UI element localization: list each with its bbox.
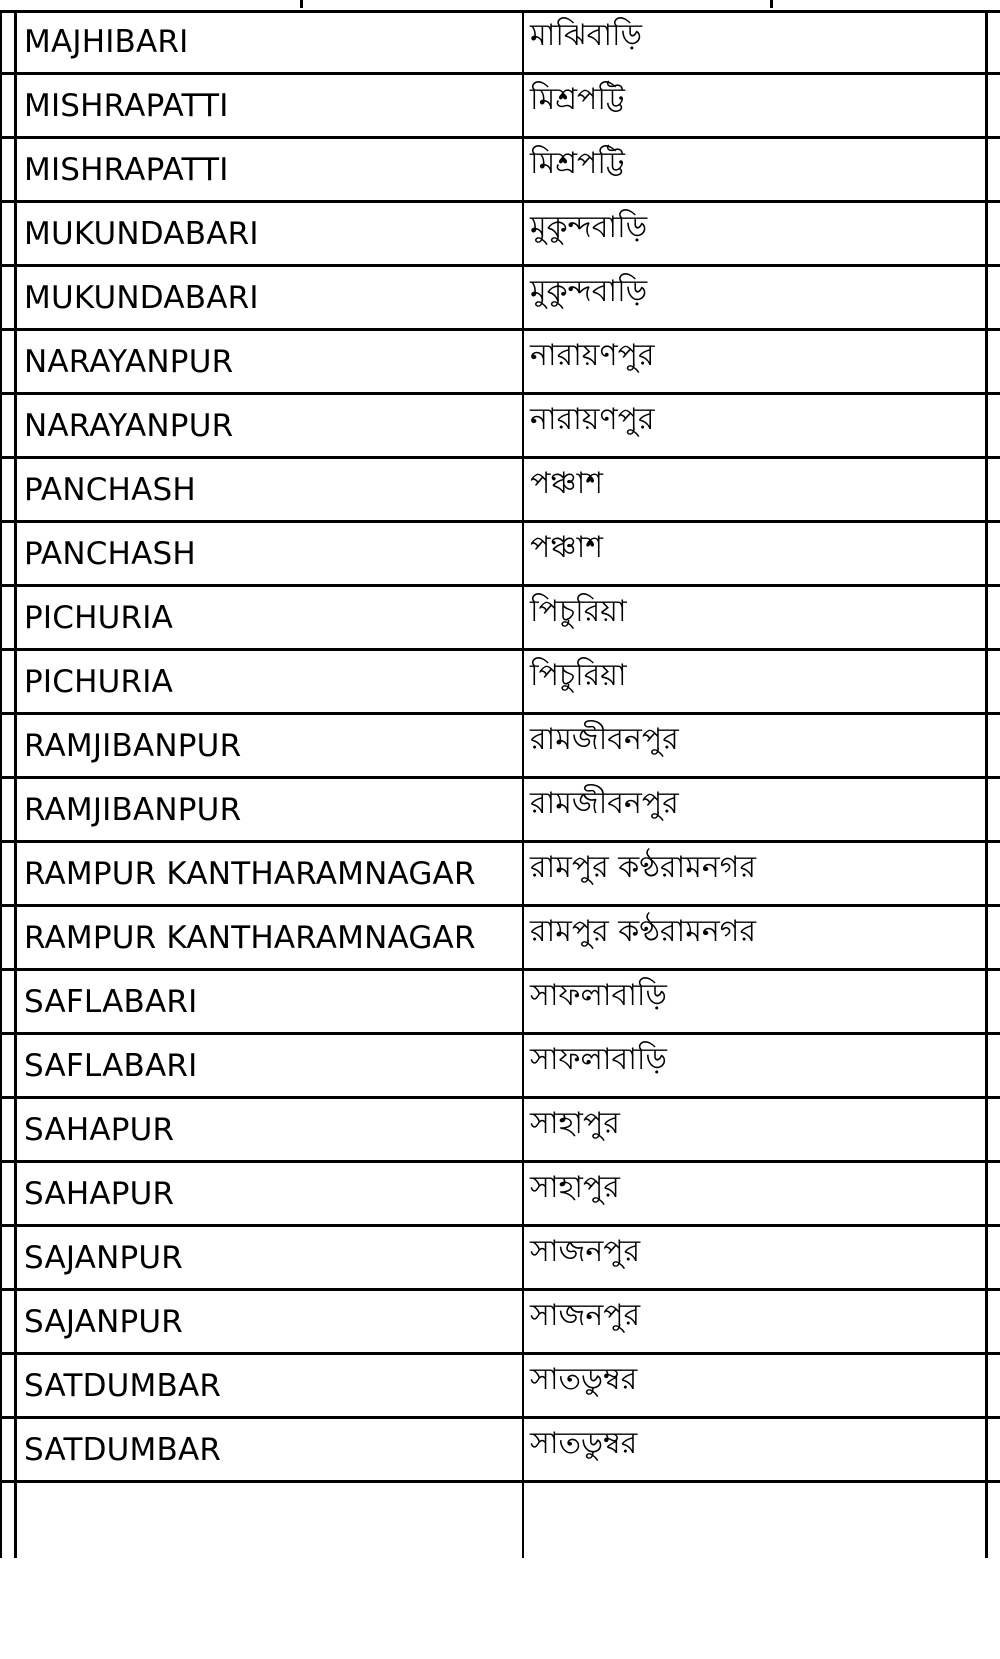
english-name-cell: MUKUNDABARI [24, 279, 259, 316]
table-row [0, 715, 1000, 779]
bengali-name-cell: নারায়ণপুর [530, 338, 655, 373]
english-name-cell: SAJANPUR [24, 1239, 183, 1276]
table-row [0, 1099, 1000, 1163]
place-name-table [0, 11, 1000, 1483]
bengali-name-cell: সাতডুম্বর [530, 1362, 638, 1397]
bengali-name-cell: নারায়ণপুর [530, 402, 655, 437]
bengali-name-cell: সাফলাবাড়ি [530, 1042, 667, 1077]
table-row [0, 779, 1000, 843]
english-name-cell: SAJANPUR [24, 1303, 183, 1340]
english-name-cell: RAMPUR KANTHARAMNAGAR [24, 855, 476, 892]
table-row [0, 907, 1000, 971]
table-row [0, 1163, 1000, 1227]
table-row [0, 203, 1000, 267]
clipped-text-stub [300, 0, 303, 8]
table-row [0, 843, 1000, 907]
table-row [0, 587, 1000, 651]
table-row [0, 1419, 1000, 1483]
table-row [0, 267, 1000, 331]
english-name-cell: MISHRAPATTI [24, 87, 229, 124]
english-name-cell: SATDUMBAR [24, 1367, 222, 1404]
english-name-cell: PICHURIA [24, 663, 173, 700]
bengali-name-cell: সাজনপুর [530, 1234, 641, 1269]
english-name-cell: PANCHASH [24, 535, 196, 572]
bengali-name-cell: পঞ্চাশ [530, 530, 604, 565]
table-row [0, 1035, 1000, 1099]
table-row [0, 1227, 1000, 1291]
bengali-name-cell: মিশ্রপট্টি [530, 146, 625, 181]
clipped-text-stub [770, 0, 773, 8]
bengali-name-cell: পঞ্চাশ [530, 466, 604, 501]
english-name-cell: MISHRAPATTI [24, 151, 229, 188]
bengali-name-cell: মুকুন্দবাড়ি [530, 210, 648, 245]
table-row [0, 11, 1000, 75]
table-row [0, 523, 1000, 587]
english-name-cell: NARAYANPUR [24, 407, 234, 444]
table-row [0, 459, 1000, 523]
bengali-name-cell: পিচুরিয়া [530, 658, 627, 693]
bengali-name-cell: রামপুর কণ্ঠরামনগর [530, 914, 756, 949]
english-name-cell: MUKUNDABARI [24, 215, 259, 252]
english-name-cell: RAMJIBANPUR [24, 727, 242, 764]
english-name-cell: SAHAPUR [24, 1175, 175, 1212]
english-name-cell: RAMJIBANPUR [24, 791, 242, 828]
bengali-name-cell: সাহাপুর [530, 1106, 620, 1141]
bengali-name-cell: রামজীবনপুর [530, 786, 679, 821]
table-row [0, 1355, 1000, 1419]
english-name-cell: RAMPUR KANTHARAMNAGAR [24, 919, 476, 956]
bengali-name-cell: রামপুর কণ্ঠরামনগর [530, 850, 756, 885]
table-row [0, 651, 1000, 715]
english-name-cell: SAHAPUR [24, 1111, 175, 1148]
table-row [0, 971, 1000, 1035]
table-row [0, 331, 1000, 395]
table-row [0, 139, 1000, 203]
english-name-cell: SAFLABARI [24, 1047, 198, 1084]
bengali-name-cell: মাঝিবাড়ি [530, 18, 643, 53]
table-row [0, 75, 1000, 139]
bengali-name-cell: সাজনপুর [530, 1298, 641, 1333]
table-row [0, 395, 1000, 459]
bengali-name-cell: সাহাপুর [530, 1170, 620, 1205]
bengali-name-cell: রামজীবনপুর [530, 722, 679, 757]
bengali-name-cell: মিশ্রপট্টি [530, 82, 625, 117]
bengali-name-cell: সাফলাবাড়ি [530, 978, 667, 1013]
english-name-cell: PICHURIA [24, 599, 173, 636]
english-name-cell: SAFLABARI [24, 983, 198, 1020]
bengali-name-cell: সাতডুম্বর [530, 1426, 638, 1461]
table-row [0, 1291, 1000, 1355]
bengali-name-cell: মুকুন্দবাড়ি [530, 274, 648, 309]
english-name-cell: SATDUMBAR [24, 1431, 222, 1468]
english-name-cell: NARAYANPUR [24, 343, 234, 380]
english-name-cell: MAJHIBARI [24, 23, 189, 60]
bengali-name-cell: পিচুরিয়া [530, 594, 627, 629]
english-name-cell: PANCHASH [24, 471, 196, 508]
